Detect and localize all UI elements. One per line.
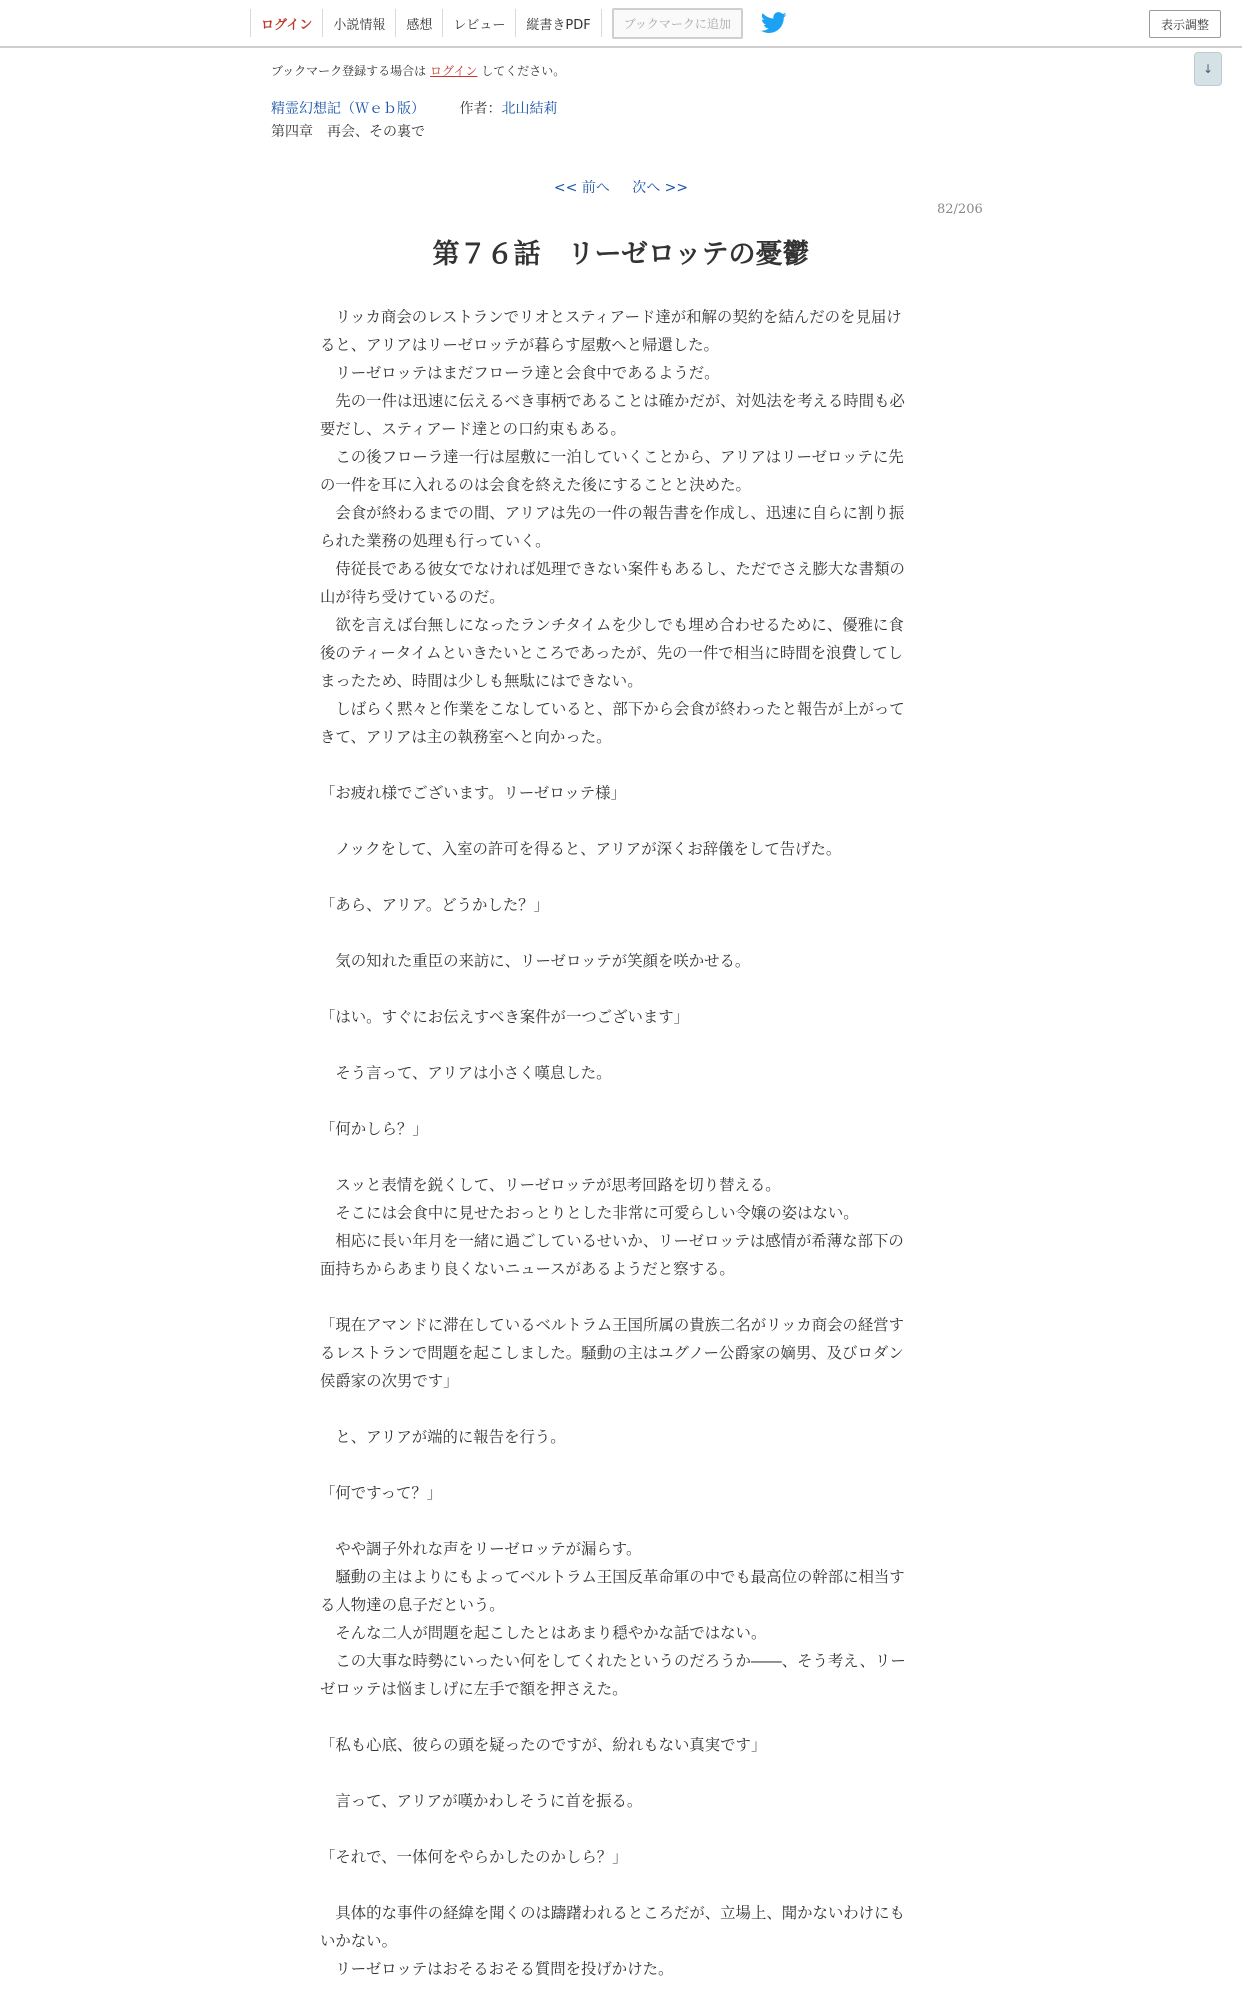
bookmark-add-button[interactable]: ブックマークに追加 [612, 8, 743, 39]
scroll-down-button[interactable] [1194, 52, 1222, 86]
episode-pager [0, 177, 1242, 197]
top-navigation-bar [0, 0, 1242, 48]
next-episode-link[interactable]: 次へ >> [632, 180, 689, 196]
body-paragraph: しばらく黙々と作業をこなしていると、部下から会食が終わったと報告が上がってきて、アリアは主の執務室へと向かった。 [320, 700, 905, 746]
blank-line [320, 975, 915, 1003]
body-paragraph: 相応に長い年月を一緒に過ごしているせいか、リーゼロッテは感情が希薄な部下の面持ちからあまり良くないニュースがあるようだと察する。 [320, 1232, 904, 1278]
body-paragraph: 「それで、一体何をやらかしたのかしら？」 [320, 1848, 628, 1866]
series-title-link[interactable]: 精霊幻想記（Ｗｅｂ版） [271, 101, 425, 117]
body-paragraph: スッと表情を鋭くして、リーゼロッテが思考回路を切り替える。 [320, 1176, 781, 1194]
body-paragraph: 会食が終わるまでの間、アリアは先の一件の報告書を作成し、迅速に自らに割り振られた業務の処理も行っていく。 [320, 504, 905, 550]
blank-line [320, 1871, 915, 1899]
review-link[interactable]: レビュー [442, 9, 515, 37]
blank-line [320, 1507, 915, 1535]
body-paragraph: 欲を言えば台無しになったランチタイムを少しでも埋め合わせるために、優雅に食後のティータイムといきたいところであったが、先の一件で相当に時間を浪費してしまったため、時間は少しも無駄にはできない。 [320, 616, 904, 690]
body-paragraph: リーゼロッテはまだフローラ達と会食中であるようだ。 [320, 364, 720, 382]
body-paragraph: と、アリアが端的に報告を行う。 [320, 1428, 566, 1446]
body-paragraph: リッカ商会のレストランでリオとスティアード達が和解の契約を結んだのを見届けると、アリアはリーゼロッテが暮らす屋敷へと帰還した。 [320, 308, 902, 354]
body-paragraph: この大事な時勢にいったい何をしてくれたというのだろうか――、そう考え、リーゼロッテは悩ましげに左手で額を押さえた。 [320, 1652, 906, 1698]
impressions-link[interactable]: 感想 [395, 9, 442, 37]
notice-login-link[interactable]: ログイン [430, 64, 478, 78]
blank-line [320, 1815, 915, 1843]
blank-line [320, 1451, 915, 1479]
blank-line [320, 919, 915, 947]
notice-text-before: ブックマーク登録する場合は [271, 64, 427, 78]
body-paragraph: 「あら、アリア。どうかした？」 [320, 896, 550, 914]
body-paragraph: ノックをして、入室の許可を得ると、アリアが深くお辞儀をして告げた。 [320, 840, 842, 858]
blank-line [320, 1031, 915, 1059]
twitter-share-button[interactable] [761, 12, 787, 34]
body-paragraph: この後フローラ達一行は屋敷に一泊していくことから、アリアはリーゼロッテに先の一件を耳に入れるのは会食を終えた後にすることと決めた。 [320, 448, 904, 494]
display-adjust-button[interactable]: 表示調整 [1149, 10, 1221, 38]
episode-title: 第７６話 リーゼロッテの憂鬱 [432, 239, 810, 270]
body-paragraph: やや調子外れな声をリーゼロッテが漏らす。 [320, 1540, 642, 1558]
bookmark-login-notice [271, 62, 565, 79]
blank-line [320, 1283, 915, 1311]
body-paragraph: 「私も心底、彼らの頭を疑ったのですが、紛れもない真実です」 [320, 1736, 767, 1754]
body-paragraph: そう言って、アリアは小さく嘆息した。 [320, 1064, 612, 1082]
body-paragraph: 騒動の主はよりにもよってベルトラム王国反革命軍の中でも最高位の幹部に相当する人物達の息子だという。 [320, 1568, 905, 1614]
body-paragraph: 気の知れた重臣の来訪に、リーゼロッテが笑顔を咲かせる。 [320, 952, 751, 970]
body-paragraph: 言って、アリアが嘆かわしそうに首を振る。 [320, 1792, 643, 1810]
body-paragraph: 侍従長である彼女でなければ処理できない案件もあるし、ただでさえ膨大な書類の山が待ち受けているのだ。 [320, 560, 905, 606]
prev-episode-link[interactable]: << 前へ [553, 180, 610, 196]
blank-line [320, 751, 915, 779]
body-paragraph: そんな二人が問題を起こしたとはあまり穏やかな話ではない。 [320, 1624, 767, 1642]
blank-line [320, 1395, 915, 1423]
author-label: 作者： [459, 101, 502, 117]
twitter-bird-icon [761, 12, 787, 34]
blank-line [320, 1087, 915, 1115]
body-paragraph: 「何かしら？」 [320, 1120, 428, 1138]
body-paragraph: 「現在アマンドに滞在しているベルトラム王国所属の貴族二名がリッカ商会の経営するレストランで問題を起こしました。騒動の主はユグノー公爵家の嫡男、及びロダン侯爵家の次男です」 [320, 1316, 905, 1390]
login-link[interactable]: ログイン [250, 9, 322, 37]
body-paragraph: 先の一件は迅速に伝えるべき事柄であることは確かだが、対処法を考える時間も必要だし、スティアード達との口約束もある。 [320, 392, 905, 438]
novel-info-link[interactable]: 小説情報 [322, 9, 395, 37]
chapter-title: 第四章 再会、その裏で [271, 124, 425, 140]
body-paragraph: そこには会食中に見せたおっとりとした非常に可愛らしい令嬢の姿はない。 [320, 1204, 859, 1222]
blank-line [320, 807, 915, 835]
blank-line [320, 1703, 915, 1731]
episode-body [320, 303, 915, 1983]
body-paragraph: 「はい。すぐにお伝えすべき案件が一つございます」 [320, 1008, 690, 1026]
arrow-down-icon: ↓ [1202, 62, 1214, 76]
body-paragraph: 「何ですって？」 [320, 1484, 443, 1502]
episode-count: 82/206 [937, 202, 983, 217]
blank-line [320, 863, 915, 891]
notice-text-after: してください。 [481, 64, 566, 78]
series-info [271, 98, 557, 118]
body-paragraph: 「お疲れ様でございます。リーゼロッテ様」 [320, 784, 626, 802]
main-menu [250, 0, 787, 46]
author-name-link[interactable]: 北山結莉 [501, 101, 558, 117]
blank-line [320, 1759, 915, 1787]
vertical-pdf-link[interactable]: 縦書きPDF [515, 9, 601, 37]
body-paragraph: 具体的な事件の経緯を聞くのは躊躇われるところだが、立場上、聞かないわけにもいかない。 [320, 1904, 905, 1950]
blank-line [320, 1143, 915, 1171]
body-paragraph: リーゼロッテはおそるおそる質問を投げかけた。 [320, 1960, 674, 1978]
